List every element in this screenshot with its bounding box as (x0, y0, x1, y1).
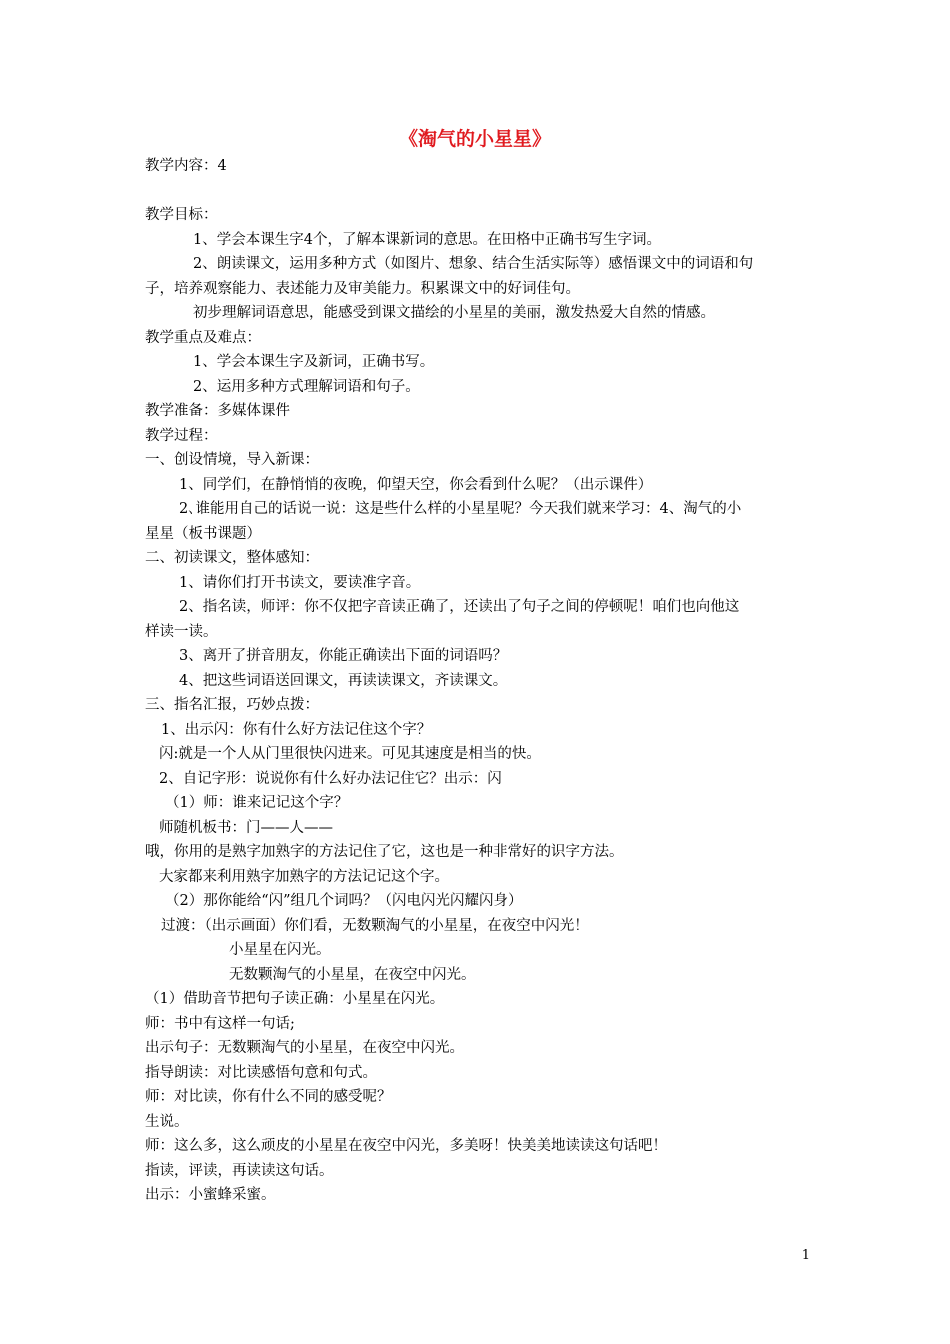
blank-line (145, 179, 815, 204)
text-line: 2、指名读，师评：你不仅把字音读正确了，还读出了句子之间的停顿呢！咱们也向他这 (179, 599, 740, 615)
section-heading: 一、创设情境，导入新课： (145, 452, 319, 468)
text-line: 子，培养观察能力、表述能力及审美能力。积累课文中的好词佳句。 (145, 280, 580, 297)
text-line: 师：书中有这样一句话; (145, 1015, 295, 1032)
text-line: 出示：小蜜蜂采蜜。 (145, 1187, 276, 1203)
text-line: 2、朗读课文，运用多种方式（如图片、想象、结合生活实际等）感悟课文中的词语和句 (193, 256, 754, 272)
text-line: 过渡：（出示画面）你们看，无数颗淘气的小星星，在夜空中闪光！ (161, 917, 589, 934)
text-line: 出示句子：无数颗淘气的小星星，在夜空中闪光。 (145, 1040, 464, 1056)
text-line: 师：对比读，你有什么不同的感受呢？ (145, 1089, 392, 1105)
document-title: 《淘气的小星星》 (398, 128, 551, 150)
section-heading: 教学过程： (145, 427, 218, 444)
document-body (145, 154, 815, 1208)
text-line: 生说。 (145, 1113, 189, 1130)
text-line: （1）师：谁来记记这个字？ (165, 795, 349, 811)
text-line: 1、同学们，在静悄悄的夜晚，仰望天空，你会看到什么呢？（出示课件） (179, 476, 653, 493)
text-line: 小星星在闪光。 (229, 942, 331, 958)
text-line: 1、学会本课生字及新词，正确书写。 (193, 354, 435, 370)
section-heading: 教学准备：多媒体课件 (145, 403, 290, 419)
section-heading: 三、指名汇报，巧妙点拨： (145, 697, 319, 713)
text-line: 教学内容：4 (145, 158, 227, 174)
text-line: 闪:就是一个人从门里很快闪进来。可见其速度是相当的快。 (159, 746, 541, 762)
text-line: 无数颗淘气的小星星，在夜空中闪光。 (229, 966, 476, 983)
text-line: 大家都来利用熟字加熟字的方法记记这个字。 (159, 868, 449, 885)
text-line: 2、自记字形：说说你有什么好办法记住它？出示：闪 (159, 770, 502, 787)
text-line: （1）借助音节把句子读正确：小星星在闪光。 (145, 991, 445, 1007)
text-line: 1、学会本课生字4个，了解本课新词的意思。在田格中正确书写生字词。 (193, 231, 661, 248)
text-line: 指导朗读：对比读感悟句意和句式。 (145, 1064, 377, 1081)
text-line: 师：这么多，这么顽皮的小星星在夜空中闪光，多美呀！快美美地读读这句话吧！ (145, 1138, 667, 1154)
section-heading: 二、初读课文，整体感知： (145, 550, 319, 566)
text-line: 1、出示闪：你有什么好方法记住这个字？ (161, 721, 432, 738)
text-line: 星星（板书课题） (145, 525, 261, 542)
text-line: 指读，评读，再读读这句话。 (145, 1162, 334, 1179)
text-line: （2）那你能给“闪”组几个词吗？（闪电闪光闪耀闪身） (165, 893, 523, 909)
text-line: 样读一读。 (145, 623, 218, 640)
text-line: 1、请你们打开书读文，要读准字音。 (179, 574, 421, 591)
text-line: 2､谁能用自己的话说一说：这是些什么样的小星星呢？今天我们就来学习：4、淘气的小 (179, 501, 742, 517)
page-number: 1 (801, 1248, 810, 1263)
text-line: 师随机板书：门——人—— (159, 819, 333, 836)
text-line: 哦，你用的是熟字加熟字的方法记住了它，这也是一种非常好的识字方法。 (145, 844, 624, 860)
text-line: 4、把这些词语送回课文，再读读课文，齐读课文。 (179, 672, 508, 689)
text-line: 3、离开了拼音朋友，你能正确读出下面的词语吗？ (179, 648, 508, 664)
text-line: 2、运用多种方式理解词语和句子。 (193, 378, 420, 395)
text-line: 初步理解词语意思，能感受到课文描绘的小星星的美丽，激发热爱大自然的情感。 (193, 305, 715, 321)
section-heading: 教学重点及难点： (145, 329, 261, 346)
section-heading: 教学目标： (145, 207, 218, 223)
